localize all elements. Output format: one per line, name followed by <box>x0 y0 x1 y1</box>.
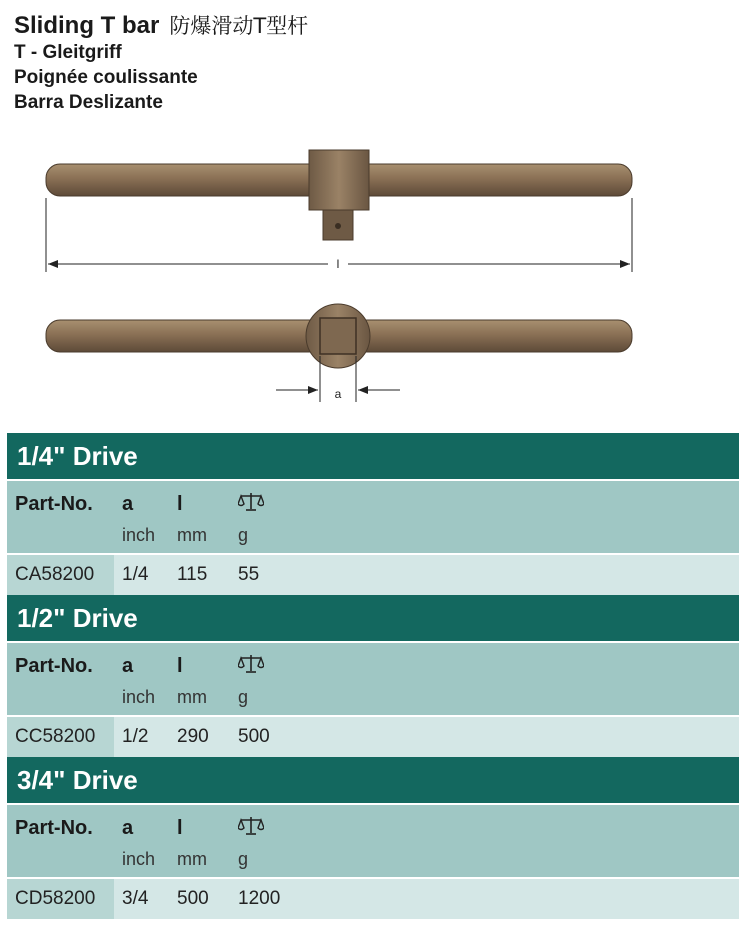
part-no-value: CD58200 <box>15 888 96 909</box>
title-line <box>14 12 308 40</box>
column-header <box>7 641 739 715</box>
l-header: l <box>177 493 183 515</box>
title-spanish: Barra Deslizante <box>14 92 163 113</box>
unit-mm: mm <box>177 525 207 545</box>
l-header: l <box>177 655 183 677</box>
unit-mm: mm <box>177 687 207 707</box>
unit-mm: mm <box>177 849 207 869</box>
title-german: T - Gleitgriff <box>14 42 122 63</box>
part-no-value: CC58200 <box>15 726 96 747</box>
a-header: a <box>122 493 134 515</box>
section-three-quarter-drive <box>7 757 739 919</box>
weight-value: 1200 <box>238 888 281 909</box>
unit-g: g <box>238 525 249 545</box>
part-no-header: Part-No. <box>15 493 93 515</box>
table-row <box>7 553 739 595</box>
table-row <box>7 715 739 757</box>
section-title: 1/4" Drive <box>7 433 739 479</box>
title-english: Sliding T bar <box>14 12 160 39</box>
unit-inch: inch <box>122 687 156 707</box>
column-header <box>7 803 739 877</box>
a-value: 1/4 <box>122 564 149 585</box>
title-french: Poignée coulissante <box>14 67 198 88</box>
part-no-value: CA58200 <box>15 564 95 585</box>
a-value: 1/2 <box>122 726 149 747</box>
l-value: 290 <box>177 726 209 747</box>
section-title: 1/2" Drive <box>7 595 739 641</box>
side-view <box>46 150 632 240</box>
dimension-a-label: a <box>334 387 342 401</box>
l-header: l <box>177 817 183 839</box>
scale-icon <box>238 815 264 837</box>
spec-tables <box>7 433 739 919</box>
table-row <box>7 877 739 919</box>
weight-value: 55 <box>238 564 260 585</box>
scale-icon <box>238 491 264 513</box>
section-half-drive <box>7 595 739 757</box>
part-no-header: Part-No. <box>15 655 93 677</box>
unit-g: g <box>238 849 249 869</box>
a-value: 3/4 <box>122 888 149 909</box>
l-value: 115 <box>177 564 208 585</box>
product-drawing <box>0 140 750 410</box>
title-block <box>14 12 308 115</box>
top-view <box>46 304 632 368</box>
l-value: 500 <box>177 888 209 909</box>
dimension-l-label: l <box>336 257 340 271</box>
section-quarter-drive <box>7 433 739 595</box>
unit-inch: inch <box>122 849 156 869</box>
scale-icon <box>238 653 264 675</box>
weight-value: 500 <box>238 726 270 747</box>
part-no-header: Part-No. <box>15 817 93 839</box>
section-title: 3/4" Drive <box>7 757 739 803</box>
a-header: a <box>122 655 134 677</box>
title-chinese: 防爆滑动T型杆 <box>169 14 309 38</box>
column-header <box>7 479 739 553</box>
a-header: a <box>122 817 134 839</box>
unit-inch: inch <box>122 525 156 545</box>
unit-g: g <box>238 687 249 707</box>
